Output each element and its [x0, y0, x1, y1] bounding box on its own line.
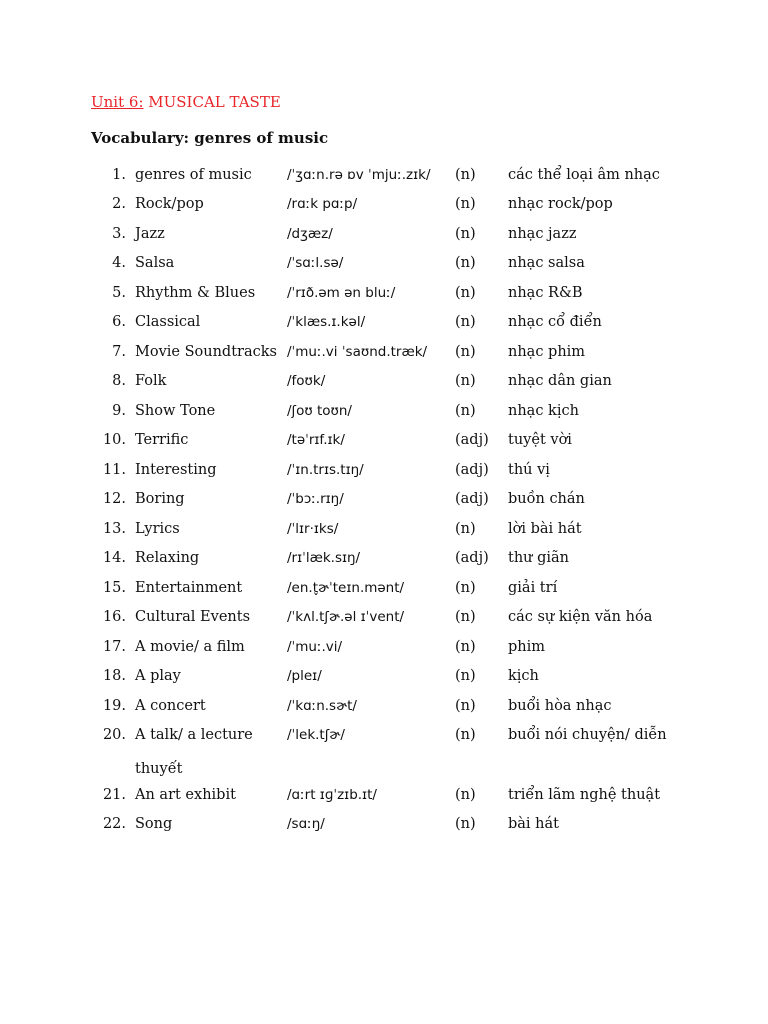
- item-number: 21.: [102, 787, 126, 803]
- list-item: [0, 662, 768, 690]
- item-number: 6.: [112, 314, 126, 330]
- item-meaning: buổi hòa nhạc: [508, 698, 612, 714]
- item-term: Classical: [135, 314, 201, 330]
- item-term: Interesting: [135, 462, 217, 478]
- item-ipa: /dʒæz/: [287, 226, 333, 242]
- item-ipa: /ˈklæs.ɪ.kəl/: [287, 314, 366, 330]
- item-meaning: nhạc rock/pop: [508, 196, 613, 212]
- item-ipa: /en.t̬ɚˈteɪn.mənt/: [287, 580, 405, 596]
- item-pos: (n): [455, 580, 476, 596]
- section-subtitle: Vocabulary: genres of music: [91, 129, 329, 147]
- item-ipa: /ˈbɔː.rɪŋ/: [287, 491, 344, 507]
- item-meaning: thú vị: [508, 462, 550, 478]
- item-pos: (adj): [455, 462, 489, 478]
- item-meaning: nhạc jazz: [508, 226, 577, 242]
- item-term: Cultural Events: [135, 609, 251, 625]
- item-term: Lyrics: [135, 521, 180, 537]
- item-term: genres of music: [135, 167, 252, 183]
- item-term: A concert: [135, 698, 206, 714]
- item-meaning: bài hát: [508, 816, 559, 832]
- item-ipa: /ˈmuː.vi ˈsaʊnd.træk/: [287, 344, 428, 360]
- item-pos: (n): [455, 403, 476, 419]
- item-number: 10.: [102, 432, 126, 448]
- item-pos: (n): [455, 196, 476, 212]
- item-term: A movie/ a film: [135, 639, 245, 655]
- item-wrap-line: thuyết: [135, 761, 183, 777]
- list-item: [0, 633, 768, 661]
- item-ipa: /ˈɪn.trɪs.tɪŋ/: [287, 462, 364, 478]
- list-item: [0, 721, 768, 749]
- item-term: Boring: [135, 491, 185, 507]
- item-number: 20.: [102, 727, 126, 743]
- item-term: Terrific: [135, 432, 189, 448]
- item-number: 8.: [112, 373, 126, 389]
- item-number: 7.: [112, 344, 126, 360]
- list-item: [0, 279, 768, 307]
- item-ipa: /ˈmuː.vi/: [287, 639, 343, 655]
- item-meaning: nhạc cổ điển: [508, 314, 602, 330]
- item-ipa: /rɑːk pɑːp/: [287, 196, 358, 212]
- list-item: [0, 338, 768, 366]
- item-meaning: giải trí: [508, 580, 558, 596]
- item-pos: (n): [455, 285, 476, 301]
- item-pos: (n): [455, 698, 476, 714]
- item-pos: (adj): [455, 491, 489, 507]
- list-item: [0, 544, 768, 572]
- item-number: 19.: [102, 698, 126, 714]
- list-item: [0, 220, 768, 248]
- item-meaning: các thể loại âm nhạc: [508, 167, 660, 183]
- item-pos: (n): [455, 314, 476, 330]
- item-meaning: nhạc dân gian: [508, 373, 612, 389]
- list-item: [0, 692, 768, 720]
- item-term: An art exhibit: [135, 787, 236, 803]
- item-ipa: /ʃoʊ toʊn/: [287, 403, 352, 419]
- item-pos: (n): [455, 787, 476, 803]
- item-number: 18.: [102, 668, 126, 684]
- item-ipa: /ˈkʌl.tʃɚ.əl ɪˈvent/: [287, 609, 405, 625]
- item-number: 13.: [102, 521, 126, 537]
- item-meaning: buổi nói chuyện/ diễn: [508, 727, 667, 743]
- list-item: [0, 249, 768, 277]
- item-pos: (adj): [455, 432, 489, 448]
- item-meaning: triển lãm nghệ thuật: [508, 787, 661, 803]
- item-meaning: lời bài hát: [508, 521, 582, 537]
- list-item: [0, 161, 768, 189]
- item-meaning: kịch: [508, 668, 539, 684]
- item-pos: (n): [455, 668, 476, 684]
- item-meaning: nhạc R&B: [508, 285, 583, 301]
- item-pos: (adj): [455, 550, 489, 566]
- item-meaning: nhạc phim: [508, 344, 586, 360]
- item-meaning: buồn chán: [508, 491, 585, 507]
- list-item: [0, 781, 768, 809]
- item-term: Movie Soundtracks: [135, 344, 277, 360]
- item-pos: (n): [455, 167, 476, 183]
- item-term: A play: [135, 668, 181, 684]
- item-pos: (n): [455, 373, 476, 389]
- item-ipa: /ˈʒɑːn.rə ɒv ˈmjuː.zɪk/: [287, 167, 431, 183]
- item-ipa: /foʊk/: [287, 373, 326, 389]
- list-item: [0, 810, 768, 838]
- item-term: Relaxing: [135, 550, 200, 566]
- item-pos: (n): [455, 727, 476, 743]
- item-term: Rock/pop: [135, 196, 204, 212]
- item-ipa: /ˈlek.tʃɚ/: [287, 727, 345, 743]
- item-meaning: các sự kiện văn hóa: [508, 609, 653, 625]
- item-ipa: /ˈrɪð.əm ən bluː/: [287, 285, 396, 301]
- item-pos: (n): [455, 609, 476, 625]
- item-number: 17.: [102, 639, 126, 655]
- list-item: [0, 574, 768, 602]
- item-number: 12.: [102, 491, 126, 507]
- list-item: [0, 485, 768, 513]
- list-item: [0, 367, 768, 395]
- item-number: 15.: [102, 580, 126, 596]
- item-pos: (n): [455, 639, 476, 655]
- item-meaning: tuyệt vời: [508, 432, 572, 448]
- item-term: Song: [135, 816, 173, 832]
- list-item: [0, 515, 768, 543]
- item-ipa: /ˈsɑːl.sə/: [287, 255, 344, 271]
- list-item: [0, 456, 768, 484]
- item-pos: (n): [455, 816, 476, 832]
- list-item: [0, 397, 768, 425]
- item-number: 22.: [102, 816, 126, 832]
- item-ipa: /ˈkɑːn.sɚt/: [287, 698, 357, 714]
- unit-label: Unit 6:: [91, 93, 144, 111]
- item-term: Show Tone: [135, 403, 216, 419]
- list-item: [0, 190, 768, 218]
- item-number: 11.: [102, 462, 126, 478]
- item-number: 16.: [102, 609, 126, 625]
- item-ipa: /təˈrɪf.ɪk/: [287, 432, 345, 448]
- item-term: Entertainment: [135, 580, 243, 596]
- item-meaning: thư giãn: [508, 550, 570, 566]
- item-pos: (n): [455, 521, 476, 537]
- item-ipa: /ɑːrt ɪɡˈzɪb.ɪt/: [287, 787, 377, 803]
- item-term: A talk/ a lecture: [135, 727, 253, 743]
- item-ipa: /ˈlɪr·ɪks/: [287, 521, 339, 537]
- unit-title: MUSICAL TASTE: [148, 93, 281, 111]
- item-ipa: /rɪˈlæk.sɪŋ/: [287, 550, 361, 566]
- list-item: [0, 308, 768, 336]
- item-pos: (n): [455, 255, 476, 271]
- item-number: 5.: [112, 285, 126, 301]
- item-number: 4.: [112, 255, 126, 271]
- item-number: 2.: [112, 196, 126, 212]
- item-number: 14.: [102, 550, 126, 566]
- item-pos: (n): [455, 226, 476, 242]
- item-meaning: nhạc salsa: [508, 255, 585, 271]
- list-item: [0, 603, 768, 631]
- item-term: Jazz: [135, 226, 165, 242]
- item-term: Rhythm & Blues: [135, 285, 256, 301]
- item-term: Folk: [135, 373, 167, 389]
- item-meaning: nhạc kịch: [508, 403, 579, 419]
- item-term: Salsa: [135, 255, 175, 271]
- item-meaning: phim: [508, 639, 546, 655]
- item-ipa: /sɑːŋ/: [287, 816, 325, 832]
- item-pos: (n): [455, 344, 476, 360]
- item-number: 9.: [112, 403, 126, 419]
- item-number: 3.: [112, 226, 126, 242]
- item-ipa: /pleɪ/: [287, 668, 322, 684]
- item-number: 1.: [112, 167, 126, 183]
- list-item: [0, 426, 768, 454]
